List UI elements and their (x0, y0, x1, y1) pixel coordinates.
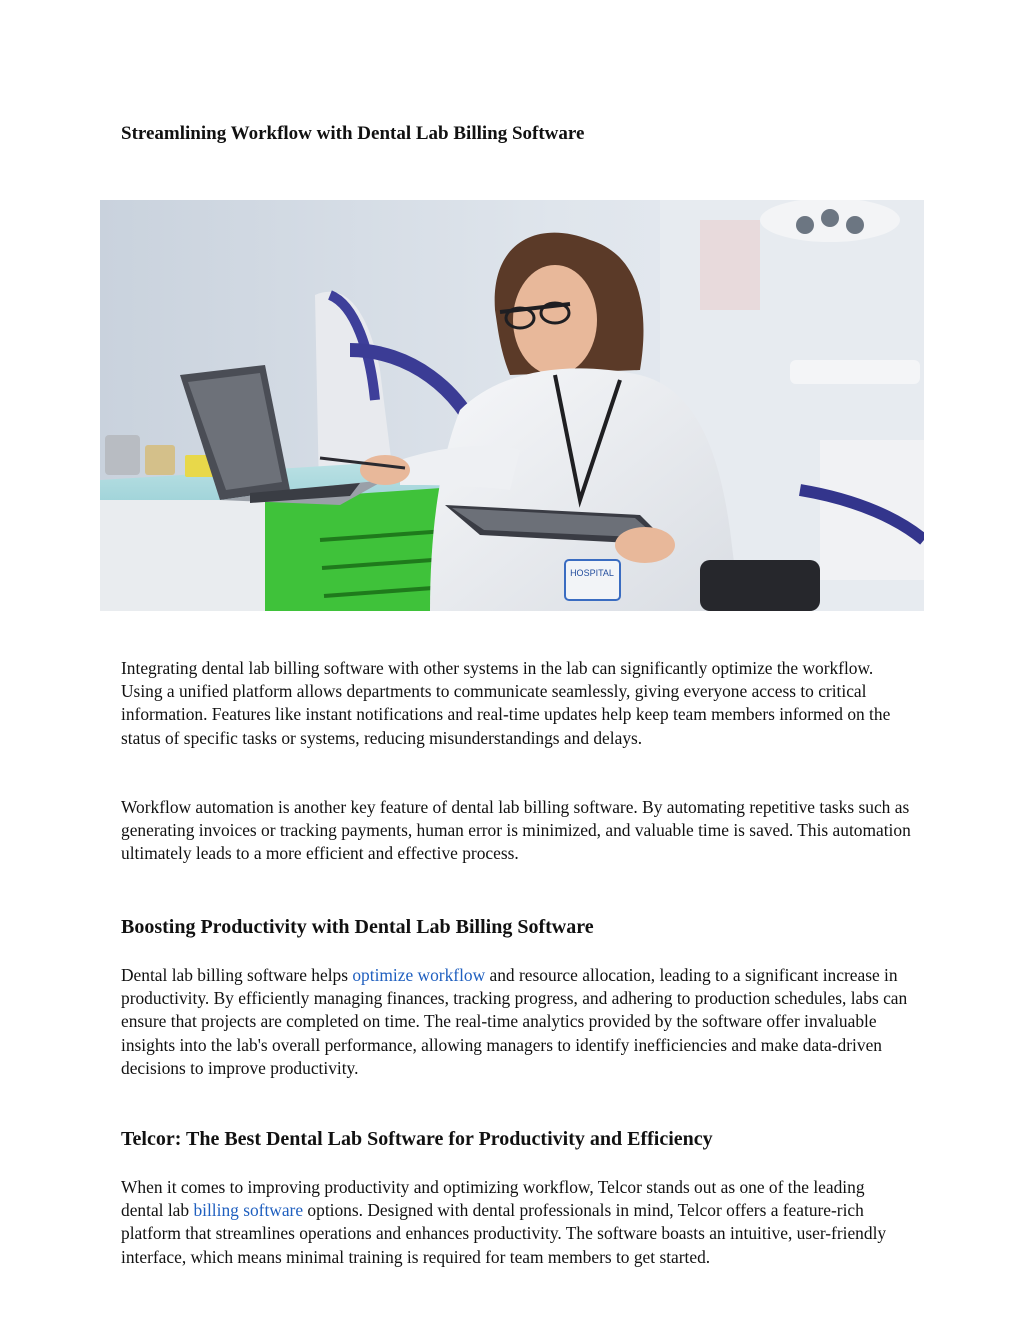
heading-boosting-productivity: Boosting Productivity with Dental Lab Billing Software (121, 916, 594, 938)
paragraph-automation: Workflow automation is another key feature of dental lab billing software. By automating repetitive tasks such as generating invoices or tracking payments, human error is minimized, and valuable time is saved. This automation ultimately leads to a more efficient and effective process. (121, 797, 911, 864)
badge-text: HOSPITAL (570, 568, 614, 578)
paragraph-text: options. Designed with dental professionals in mind, Telcor offers a feature-rich platform that streamlines operations and enhances productivity. The software boasts an intuitive, user-friendly interface, which means minimal training is required for team members to get started. (121, 1200, 887, 1267)
optimize-workflow-link[interactable]: optimize workflow (352, 965, 486, 985)
dentist-laptop-photo (100, 200, 924, 611)
paragraph-text: and resource allocation, leading to a significant increase in productivity. By efficiently managing finances, tracking progress, and adhering to production schedules, labs can ensure that projects are completed on time. The real-time analytics provided by the software offer invaluable insights into the lab's overall performance, allowing managers to identify inefficiencies and make data-driven decisions to improve productivity. (121, 965, 908, 1078)
paragraph-text: Dental lab billing software helps (121, 965, 353, 985)
paragraph-telcor (121, 1176, 911, 1269)
heading-telcor: Telcor: The Best Dental Lab Software for Productivity and Efficiency (121, 1128, 713, 1150)
page-title: Streamlining Workflow with Dental Lab Billing Software (121, 123, 585, 144)
paragraph-text: When it comes to improving productivity and optimizing workflow, Telcor stands out as one of the leading dental lab (121, 1177, 865, 1221)
paragraph-integration: Integrating dental lab billing software with other systems in the lab can significantly optimize the workflow. Using a unified platform allows departments to communicate seamlessly, giving everyone access to critical information. Features like instant notifications and real-time updates help keep team members informed on the status of specific tasks or systems, reducing misunderstandings and delays. (121, 658, 891, 748)
paragraph-productivity (121, 964, 911, 1080)
billing-software-link[interactable]: billing software (193, 1200, 304, 1221)
